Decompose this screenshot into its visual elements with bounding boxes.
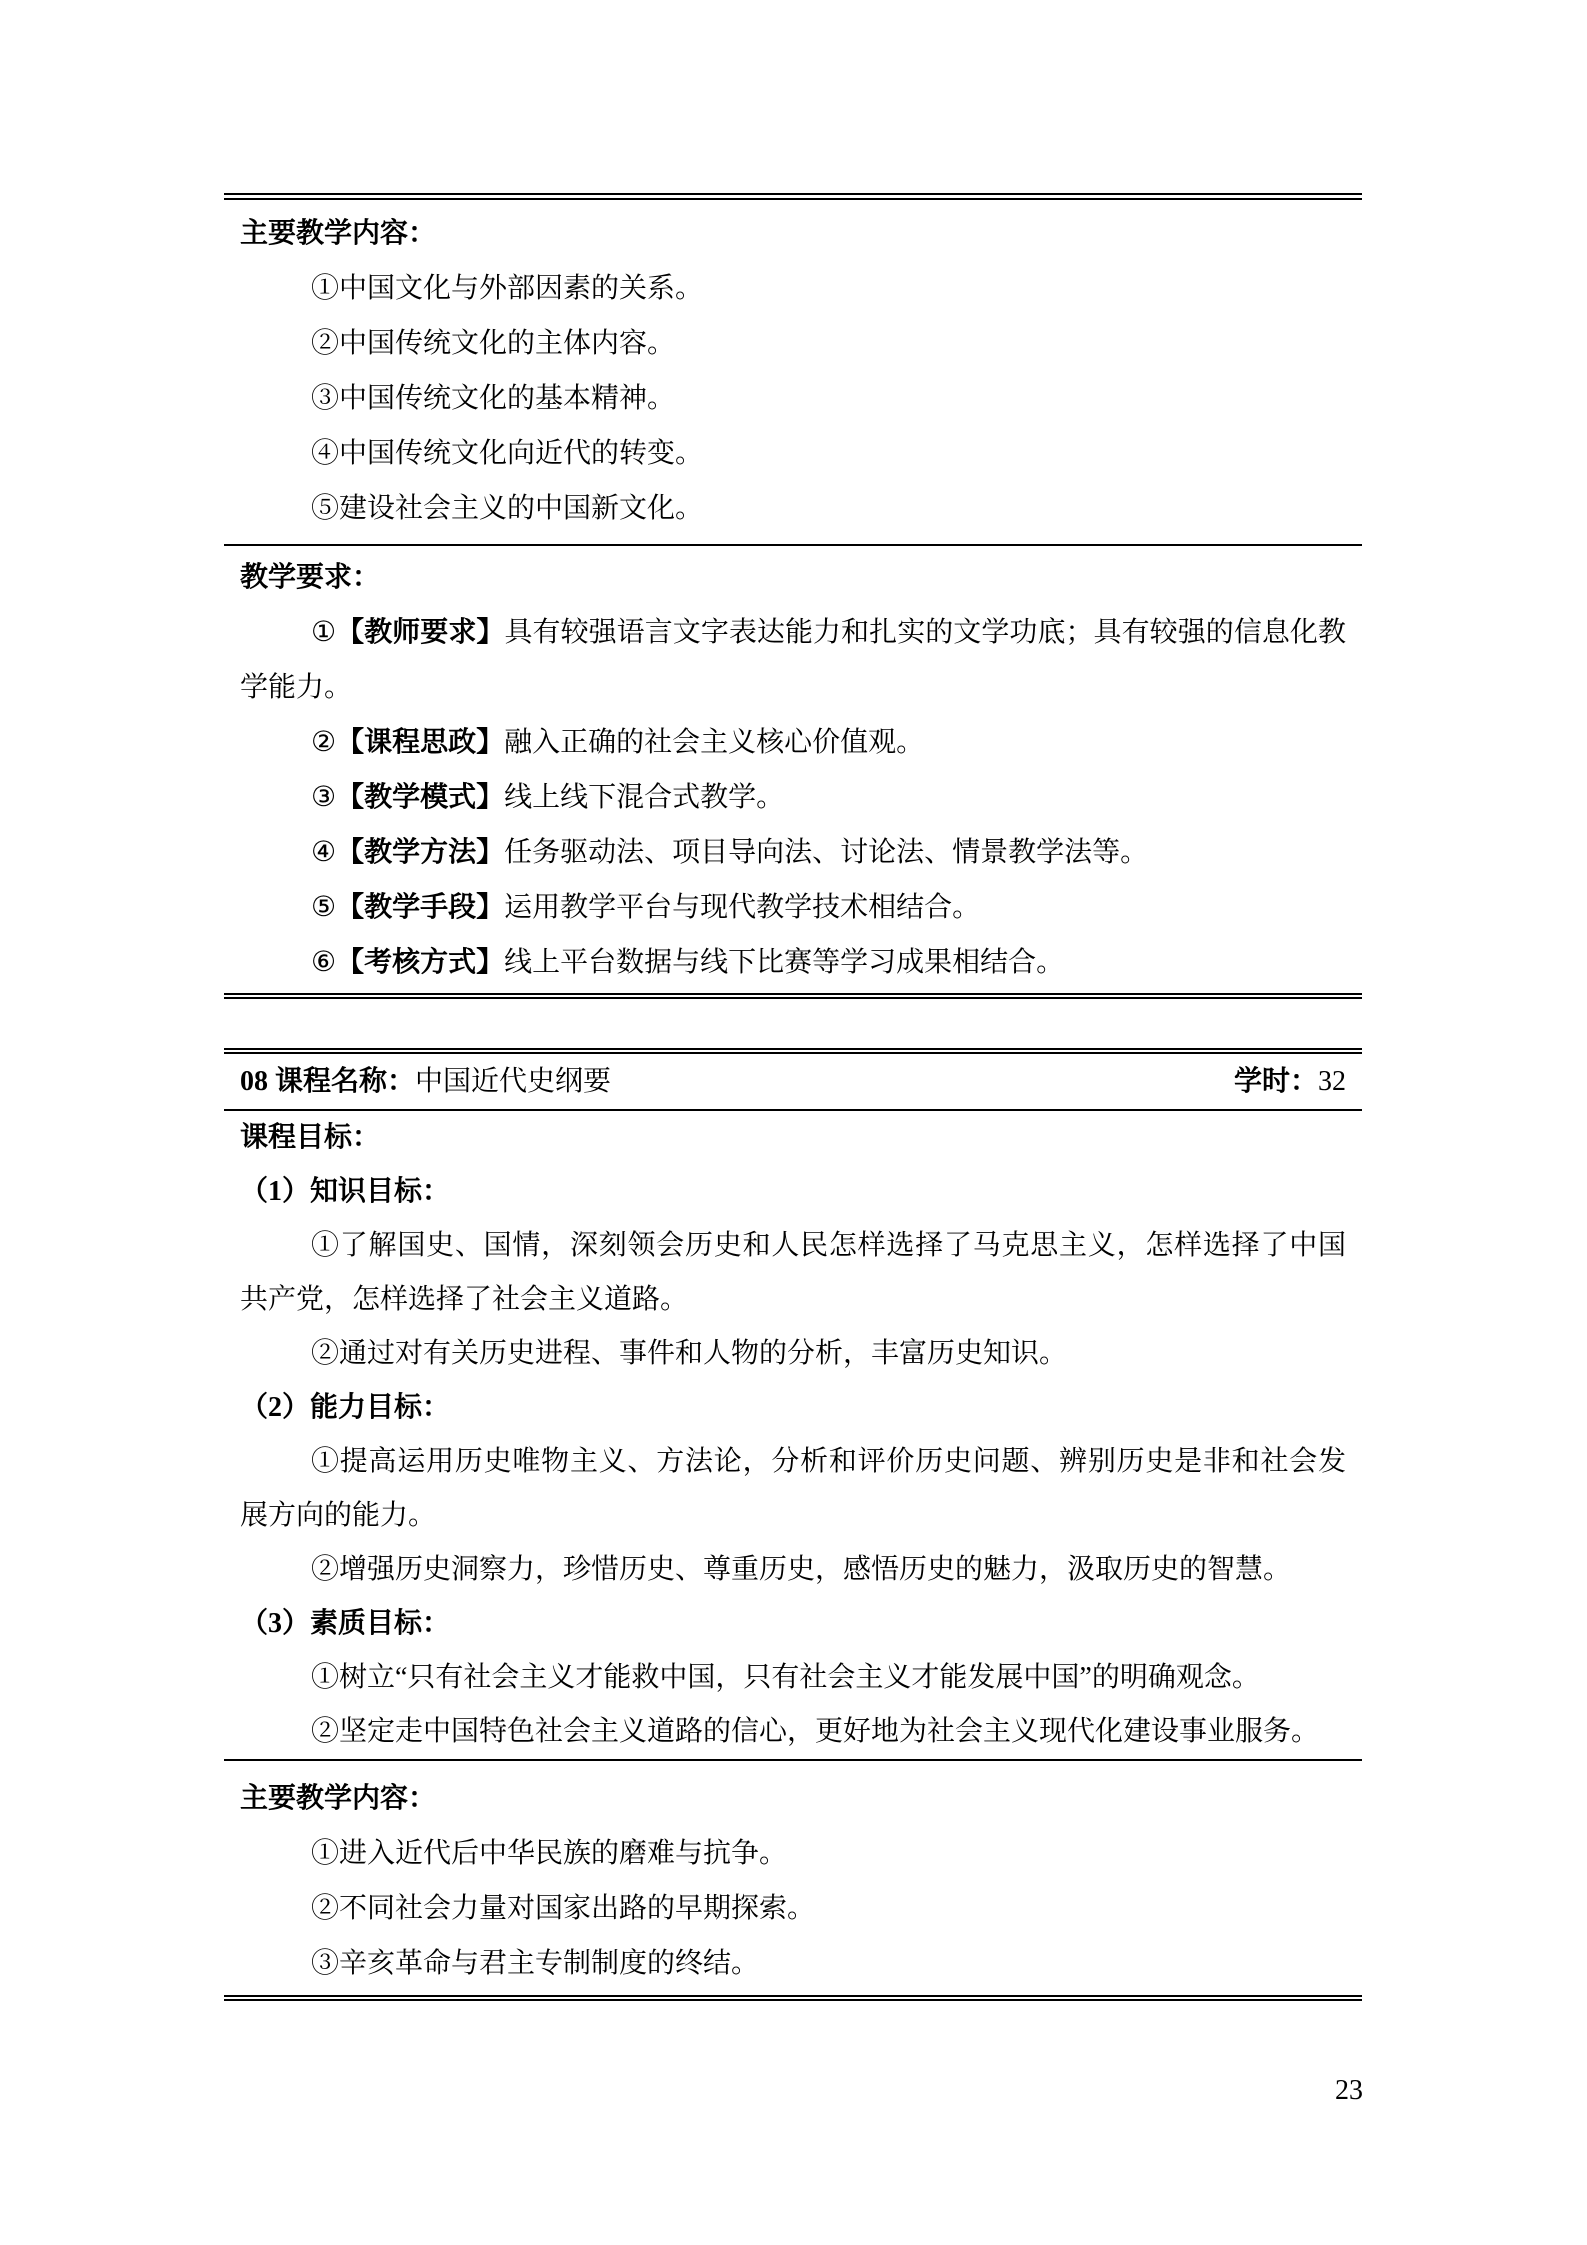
item-number: ⑥ <box>311 947 337 978</box>
list-item: ①树立“只有社会主义才能救中国，只有社会主义才能发展中国”的明确观念。 <box>311 1662 1260 1693</box>
list-item: ⑤建设社会主义的中国新文化。 <box>311 493 704 524</box>
section-heading: 课程目标： <box>240 1122 381 1153</box>
item-tag: 【教学方法】 <box>336 837 505 868</box>
list-item <box>224 605 1362 715</box>
hours-label: 学时： <box>1233 1066 1318 1097</box>
course-code-label: 08 课程名称： <box>240 1066 416 1097</box>
list-item <box>224 770 1362 825</box>
list-item: ①进入近代后中华民族的磨难与抗争。 <box>311 1838 788 1869</box>
item-text: 线上线下混合式教学。 <box>504 782 785 813</box>
list-item: ③辛亥革命与君主专制制度的终结。 <box>311 1948 760 1979</box>
section-main-content-1 <box>224 193 1362 546</box>
list-item: ①了解国史、国情，深刻领会历史和人民怎样选择了马克思主义，怎样选择了中国共产党，怎样选择了社会主义道路。 <box>240 1230 1346 1315</box>
list-item: ②中国传统文化的主体内容。 <box>311 328 676 359</box>
item-tag: 【教学模式】 <box>336 782 505 813</box>
objective-group-title: （2）能力目标： <box>240 1392 451 1423</box>
hours-value: 32 <box>1318 1066 1346 1097</box>
content-area <box>224 193 1362 2001</box>
list-item <box>224 825 1362 880</box>
section-heading: 主要教学内容： <box>240 218 437 249</box>
item-number: ③ <box>311 782 337 813</box>
page-number: 23 <box>1335 2075 1363 2106</box>
list-item: ②通过对有关历史进程、事件和人物的分析，丰富历史知识。 <box>311 1338 1068 1369</box>
item-number: ② <box>311 727 337 758</box>
item-tag: 【教师要求】 <box>336 617 505 648</box>
item-text: 具有较强语言文字表达能力和扎实的文学功底；具有较强的信息化教学能力。 <box>240 617 1346 703</box>
section-heading: 教学要求： <box>240 562 381 593</box>
item-text: 任务驱动法、项目导向法、讨论法、情景教学法等。 <box>504 837 1149 868</box>
course-header-row <box>224 1048 1362 1111</box>
course-name: 中国近代史纲要 <box>415 1066 612 1097</box>
objective-group-title: （3）素质目标： <box>240 1608 451 1639</box>
item-tag: 【课程思政】 <box>336 727 505 758</box>
section-teaching-requirements <box>224 546 1362 999</box>
list-item <box>224 715 1362 770</box>
list-item: ②增强历史洞察力，珍惜历史、尊重历史，感悟历史的魅力，汲取历史的智慧。 <box>311 1554 1292 1585</box>
item-text: 线上平台数据与线下比赛等学习成果相结合。 <box>504 947 1065 978</box>
list-item: ①中国文化与外部因素的关系。 <box>311 273 704 304</box>
item-text: 运用教学平台与现代教学技术相结合。 <box>504 892 981 923</box>
list-item: ②不同社会力量对国家出路的早期探索。 <box>311 1893 816 1924</box>
section-main-content-2 <box>224 1761 1362 2001</box>
list-item <box>224 935 1362 990</box>
course-hours-cell <box>1234 1054 1346 1109</box>
item-number: ⑤ <box>311 892 337 923</box>
list-item: ②坚定走中国特色社会主义道路的信心，更好地为社会主义现代化建设事业服务。 <box>311 1716 1320 1747</box>
item-number: ④ <box>311 837 337 868</box>
item-tag: 【考核方式】 <box>336 947 505 978</box>
list-item: ①提高运用历史唯物主义、方法论，分析和评价历史问题、辨别历史是非和社会发展方向的能力。 <box>240 1446 1346 1531</box>
list-item: ③中国传统文化的基本精神。 <box>311 383 676 414</box>
item-number: ① <box>311 617 337 648</box>
table-gap <box>224 999 1362 1048</box>
list-item <box>224 880 1362 935</box>
section-course-objectives <box>224 1111 1362 1761</box>
item-tag: 【教学手段】 <box>336 892 505 923</box>
item-text: 融入正确的社会主义核心价值观。 <box>504 727 925 758</box>
list-item: ④中国传统文化向近代的转变。 <box>311 438 704 469</box>
section-heading: 主要教学内容： <box>240 1783 437 1814</box>
objective-group-title: （1）知识目标： <box>240 1176 451 1207</box>
course-name-cell <box>240 1054 611 1109</box>
